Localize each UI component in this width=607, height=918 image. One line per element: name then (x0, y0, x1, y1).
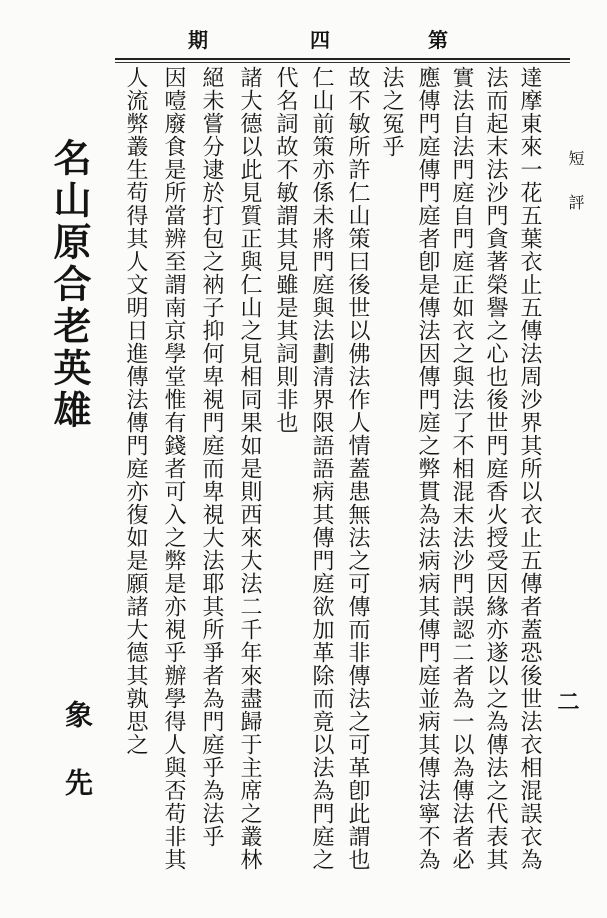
text-column-2: 法而起末法沙門貪著榮譽之心也後世門庭香火授受因緣亦遂以之為傳法之代表其 (483, 66, 508, 871)
header-rule (115, 58, 570, 60)
text-column-9: 諸大德以此見質正與仁山之見相同果如是則西來大法二千年來盡歸于主席之叢林 (237, 66, 262, 871)
text-column-10: 絕未嘗分逮於打包之衲子抑何卑視門庭而卑視大法耶其所爭者為門庭乎為法乎 (199, 66, 224, 848)
text-column-5: 法之冤乎 (379, 66, 404, 158)
header-issue-char-si: 四 (310, 28, 330, 52)
section-label: 短評 (566, 150, 585, 238)
text-column-8: 代名詞故不敏謂其見雖是其詞則非也 (273, 66, 298, 434)
text-column-6: 故不敏所許仁山策曰後世以佛法作人情蓋患無法之可傳而非傳法之可革卽此謂也 (345, 66, 370, 871)
text-column-7: 仁山前策亦係未將門庭與法劃清界限語語病其傳門庭欲加革除而竟以法為門庭之 (309, 66, 334, 871)
text-column-4: 應傳門庭傳門庭者卽是傳法因傳門庭之弊貫為法病病其傳門庭並病其傳法寧不為 (415, 66, 440, 871)
page-header (110, 26, 570, 54)
header-issue-char-di: 第 (428, 28, 448, 52)
poem-title: 名山原合老英雄 (47, 138, 92, 432)
author-name: 象先 (61, 700, 94, 836)
page-number: 二 (554, 690, 580, 713)
text-column-12: 人流弊叢生苟得其人文明日進傳法傳門庭亦復如是願諸大德其孰思之 (123, 66, 148, 756)
text-column-1: 達摩東來一花五葉衣止五傳法周沙界其所以衣止五傳者蓋恐後世法衣相混誤衣為 (517, 66, 542, 871)
header-rule-thin (115, 62, 570, 63)
header-issue-char-qi: 期 (188, 28, 208, 52)
text-column-3: 實法自法門庭自門庭正如衣之與法了不相混末法沙門誤認二者為一以為傳法者必 (449, 66, 474, 871)
text-column-11: 因噎廢食是所當辨至謂南京學堂惟有錢者可入之弊是亦視乎辦學得人與否苟非其 (161, 66, 186, 871)
